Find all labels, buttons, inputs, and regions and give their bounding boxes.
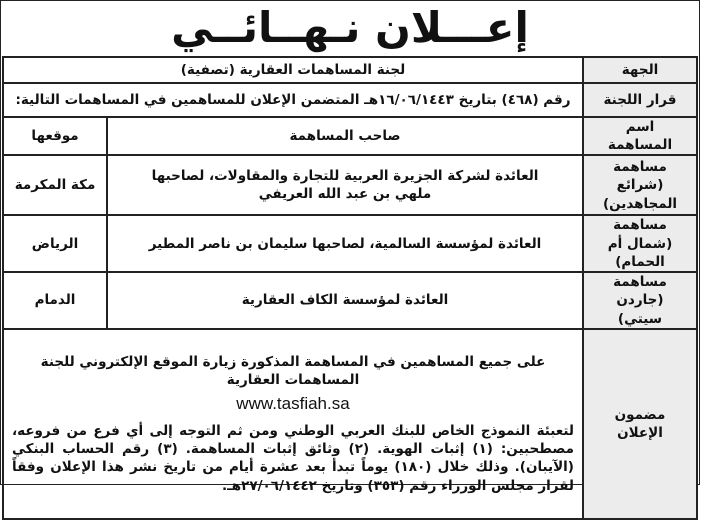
contribution-location: مكة المكرمة (3, 155, 107, 215)
contribution-location: الرياض (3, 215, 107, 272)
table-row (3, 215, 697, 272)
notice-title: إعـــلان نـهــائــي (171, 3, 529, 52)
entity-value: لجنة المساهمات العقارية (تصفية) (3, 57, 583, 83)
title-bar (0, 0, 700, 56)
header-location: موقعها (3, 117, 107, 155)
contribution-location: الدمام (3, 272, 107, 329)
notice-table (2, 56, 698, 520)
contribution-name: مساهمة (شرائع المجاهدين) (583, 155, 697, 215)
contribution-name: مساهمة (جاردن سيتي) (583, 272, 697, 329)
content-body (3, 329, 583, 519)
content-intro: على جميع المساهمين في المساهمة المذكورة زيارة الموقع الإلكتروني للجنة المساهمات العقارية (40, 353, 546, 388)
header-name: اسم المساهمة (583, 117, 697, 155)
owner-line: العائدة لشركة الجزيرة العربية للتجارة والمقاولات، لصاحبها (151, 168, 539, 185)
decision-row (3, 83, 697, 117)
content-label: مضمون الإعلان (583, 329, 697, 519)
contribution-owner: العائدة لمؤسسة الكاف العقارية (107, 272, 583, 329)
contribution-name: مساهمة (شمال أم الحمام) (583, 215, 697, 272)
table-row (3, 272, 697, 329)
decision-label: قرار اللجنة (583, 83, 697, 117)
contribution-owner: العائدة لمؤسسة السالمية، لصاحبها سليمان بن ناصر المطير (107, 215, 583, 272)
entity-label: الجهة (583, 57, 697, 83)
owner-line: ملهي بن عبد الله العريفي (258, 186, 432, 203)
entity-row (3, 57, 697, 83)
content-row (3, 329, 697, 519)
content-paragraph (12, 422, 574, 495)
header-owner: صاحب المساهمة (107, 117, 583, 155)
decision-value: رقم (٤٦٨) بتاريخ ١٦/٠٦/١٤٤٣هـ المتضمن الإعلان للمساهمين في المساهمات التالية: (3, 83, 583, 117)
table-row (3, 155, 697, 215)
contribution-owner (107, 155, 583, 215)
table-header-row (3, 117, 697, 155)
content-paragraph-text: لتعبئة النموذج الخاص للبنك العربي الوطني ومن ثم التوجه إلى أي فرع من فروعه، مصطحبين: (١) إثبات الهوية. (٢) وثائق إثبات المساهمة. (٣) رقم الحساب البنكي (الآيبان). وذلك خلال (١٨٠) يوماً تبدأ بعد عشرة أيام من تاريخ نشر هذا الإعلان وفقاً لقرار مجلس الوزراء رقم (٣٥٣) وتاريخ ٢٧/٠٦/١٤٤٢هـ. (12, 423, 575, 494)
website-link[interactable]: www.tasfiah.sa (236, 394, 350, 414)
